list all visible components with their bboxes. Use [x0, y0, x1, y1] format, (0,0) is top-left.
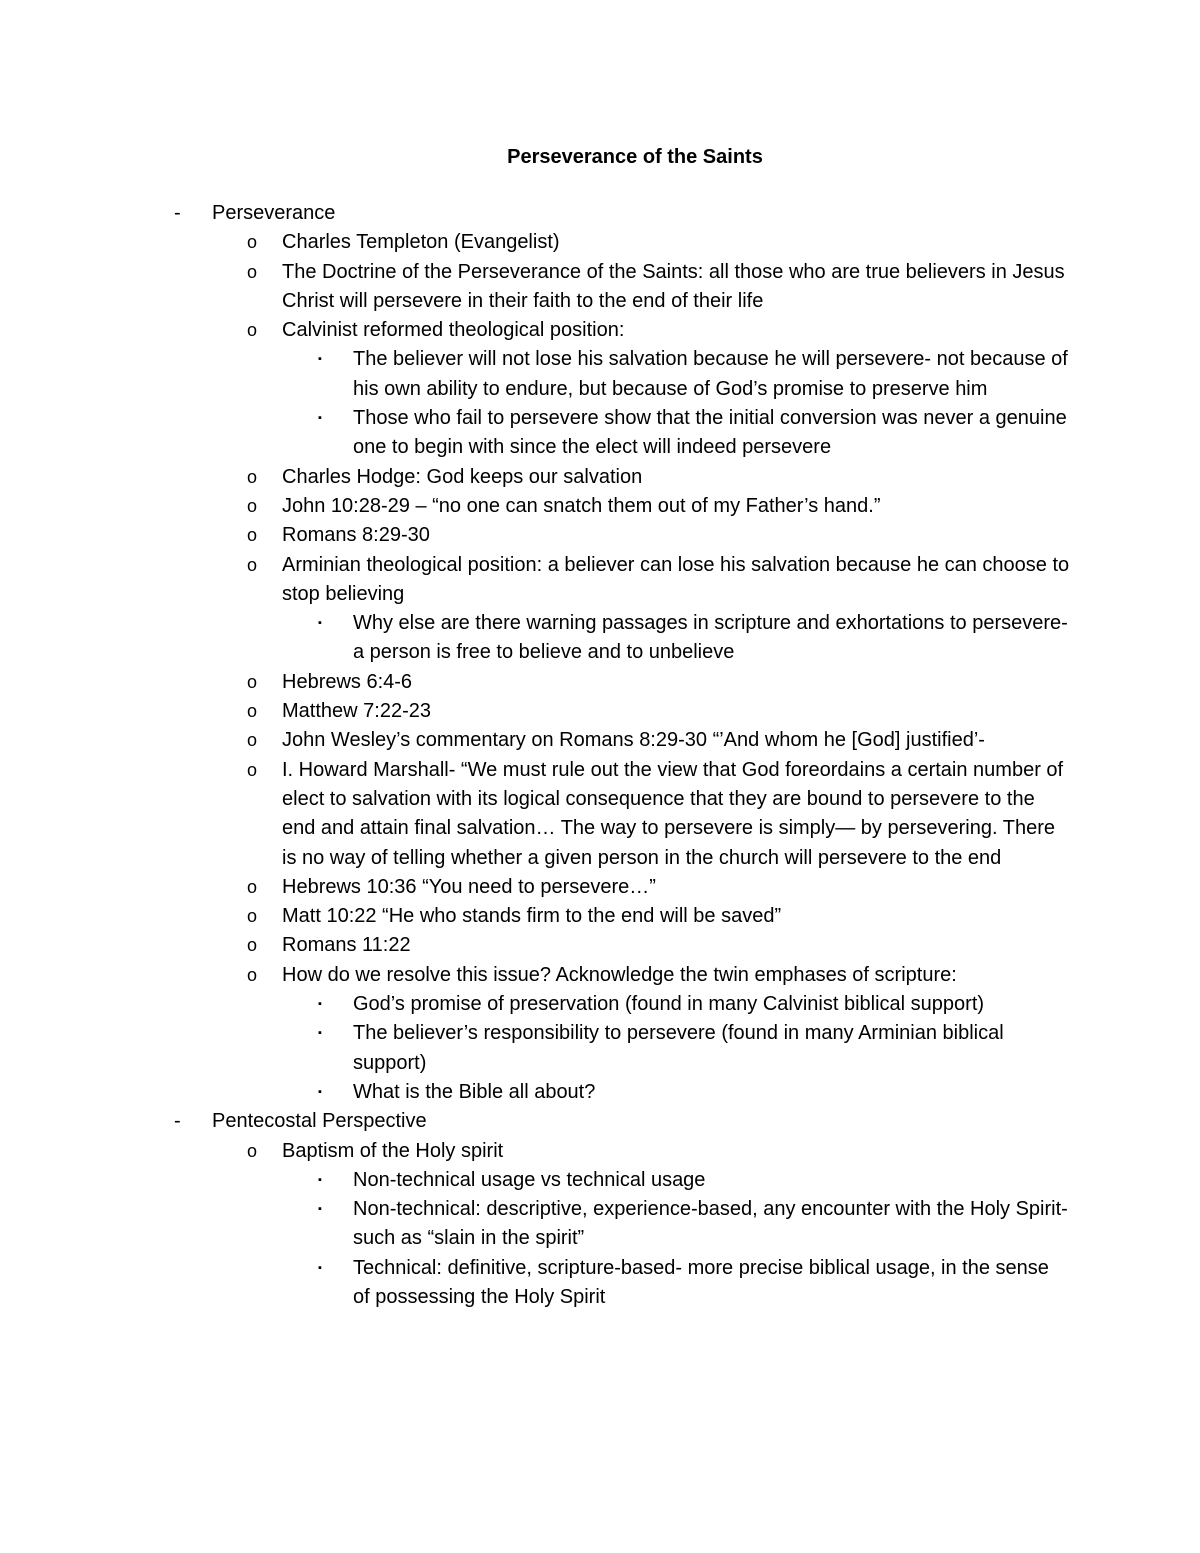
item-text: Hebrews 6:4-6: [282, 670, 413, 693]
sub-list-item: [0, 404, 1200, 463]
bullet-marker: o: [247, 759, 258, 780]
list-item: [0, 873, 1200, 902]
bullet-marker: ▪: [318, 1261, 322, 1274]
item-text: Matt 10:22 “He who stands firm to the end will be saved”: [282, 905, 782, 928]
bullet-marker: ▪: [318, 1027, 322, 1040]
bullet-marker: o: [247, 525, 258, 546]
list-item: [0, 756, 1200, 873]
page-title: Perseverance of the Saints: [507, 146, 763, 168]
bullet-marker: -: [174, 202, 181, 224]
bullet-marker: ▪: [318, 412, 322, 425]
bullet-marker: o: [247, 495, 258, 516]
item-text: Technical: definitive, scripture-based- more precise biblical usage, in the sense of possessing the Holy Spirit: [353, 1256, 1049, 1308]
list-item: [0, 463, 1200, 492]
list-item: [0, 961, 1200, 990]
item-text: Why else are there warning passages in scripture and exhortations to persevere- a person is free to believe and to unbelieve: [353, 612, 1068, 664]
bullet-marker: o: [247, 261, 258, 282]
bullet-marker: ▪: [318, 1173, 322, 1186]
item-text: I. Howard Marshall- “We must rule out the view that God foreordains a certain number of elect to salvation with its logical consequence that they are bound to persevere to the end and attain final salvation… The way to persevere is simply— by persevering. There is no way of telling whether a given person in the church will persevere to the end: [282, 758, 1064, 869]
item-text: John Wesley’s commentary on Romans 8:29-30 “’And whom he [God] justified’-: [282, 729, 985, 752]
list-item: [0, 1137, 1200, 1166]
bullet-marker: ▪: [318, 617, 322, 630]
item-text: John 10:28-29 – “no one can snatch them out of my Father’s hand.”: [282, 494, 881, 517]
list-item: [0, 492, 1200, 521]
item-text: What is the Bible all about?: [353, 1080, 596, 1103]
item-text: Romans 11:22: [282, 934, 411, 957]
list-item: [0, 726, 1200, 755]
bullet-marker: ▪: [318, 353, 322, 366]
item-text: The believer will not lose his salvation because he will persevere- not because of his own ability to endure, but because of God’s promise to preserve him: [353, 348, 1068, 400]
list-item: [0, 931, 1200, 960]
list-item: [0, 902, 1200, 931]
item-text: Non-technical: descriptive, experience-based, any encounter with the Holy Spirit- such as “slain in the spirit”: [353, 1198, 1068, 1250]
bullet-marker: o: [247, 232, 258, 253]
list-item: [0, 228, 1200, 257]
bullet-marker: o: [247, 906, 258, 927]
bullet-marker: ▪: [318, 998, 322, 1011]
sub-list-item: [0, 609, 1200, 668]
list-item: [0, 551, 1200, 610]
bullet-marker: o: [247, 964, 258, 985]
item-text: Perseverance: [212, 202, 336, 224]
sub-list-item: [0, 1254, 1200, 1313]
list-item: [0, 258, 1200, 317]
sub-list-item: [0, 1078, 1200, 1107]
item-text: The Doctrine of the Perseverance of the Saints: all those who are true believers in Jesus Christ will persevere in their faith to the end of their life: [282, 260, 1065, 312]
bullet-marker: ▪: [318, 1085, 322, 1098]
section-heading: [0, 1107, 1200, 1136]
sub-list-item: [0, 990, 1200, 1019]
item-text: Baptism of the Holy spirit: [282, 1139, 504, 1162]
bullet-marker: ▪: [318, 1203, 322, 1216]
outline-list: [0, 199, 1200, 1312]
bullet-marker: o: [247, 671, 258, 692]
sub-list-item: [0, 345, 1200, 404]
item-text: The believer’s responsibility to persevere (found in many Arminian biblical support): [353, 1022, 1004, 1074]
bullet-marker: o: [247, 320, 258, 341]
sub-list-item: [0, 1166, 1200, 1195]
item-text: Those who fail to persevere show that the initial conversion was never a genuine one to begin with since the elect will indeed persevere: [353, 407, 1067, 459]
sub-list-item: [0, 1195, 1200, 1254]
item-text: Arminian theological position: a believer can lose his salvation because he can choose to stop believing: [282, 553, 1070, 605]
list-item: [0, 316, 1200, 345]
list-item: [0, 697, 1200, 726]
bullet-marker: o: [247, 935, 258, 956]
list-item: [0, 668, 1200, 697]
sub-list-item: [0, 1019, 1200, 1078]
item-text: Matthew 7:22-23: [282, 700, 431, 723]
item-text: Calvinist reformed theological position:: [282, 319, 625, 342]
item-text: Non-technical usage vs technical usage: [353, 1168, 706, 1191]
item-text: Pentecostal Perspective: [212, 1110, 427, 1133]
bullet-marker: o: [247, 1140, 258, 1161]
item-text: God’s promise of preservation (found in many Calvinist biblical support): [353, 993, 985, 1016]
list-item: [0, 521, 1200, 550]
item-text: Romans 8:29-30: [282, 524, 430, 547]
item-text: Charles Hodge: God keeps our salvation: [282, 465, 643, 488]
bullet-marker: o: [247, 701, 258, 722]
item-text: How do we resolve this issue? Acknowledge the twin emphases of scripture:: [282, 963, 957, 986]
bullet-marker: o: [247, 876, 258, 897]
section-heading: [0, 199, 1200, 228]
bullet-marker: o: [247, 730, 258, 751]
bullet-marker: -: [174, 1110, 181, 1133]
item-text: Charles Templeton (Evangelist): [282, 231, 560, 254]
bullet-marker: o: [247, 466, 258, 487]
item-text: Hebrews 10:36 “You need to persevere…”: [282, 875, 656, 898]
bullet-marker: o: [247, 554, 258, 575]
